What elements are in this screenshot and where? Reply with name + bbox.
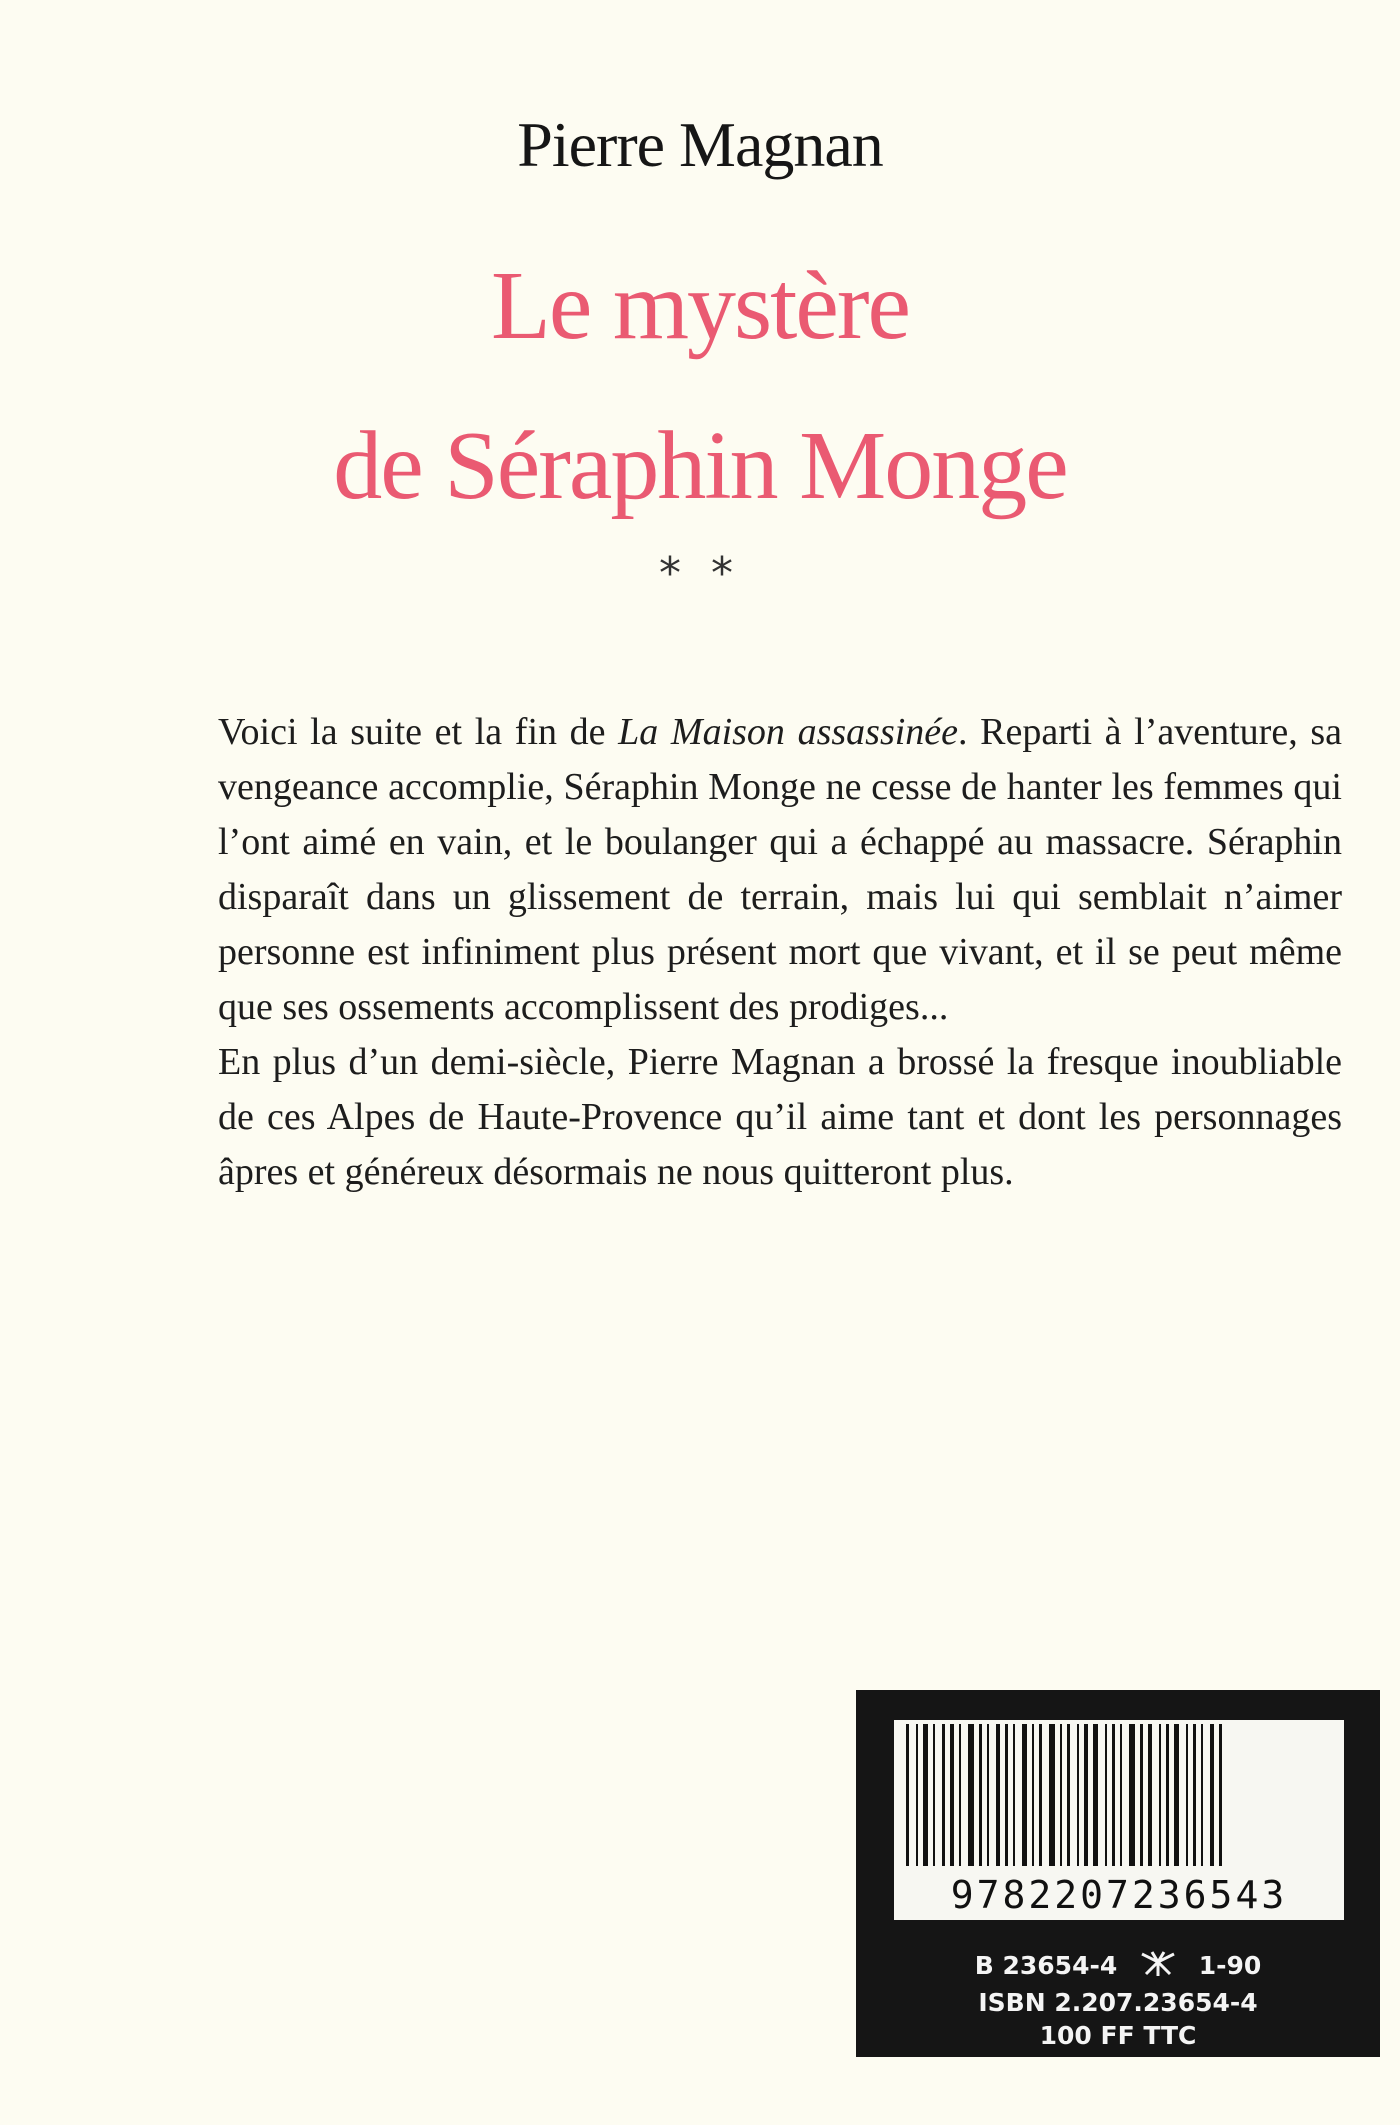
barcode-bar — [1093, 1724, 1098, 1866]
barcode-bar — [1105, 1724, 1107, 1866]
code-ref: B 23654-4 — [974, 1951, 1118, 1980]
code-line-1 — [856, 1948, 1380, 1986]
barcode-bar — [1049, 1724, 1055, 1866]
barcode-bar — [959, 1724, 961, 1866]
barcode-bar — [906, 1724, 909, 1866]
barcode-bar — [1067, 1724, 1070, 1866]
book-title-line-2: de Séraphin Monge — [333, 412, 1067, 520]
publisher-logo-icon — [1136, 1948, 1180, 1986]
isbn: ISBN 2.207.23654-4 — [978, 1988, 1258, 2017]
barcode-bar — [996, 1724, 1000, 1866]
barcode-bar — [1005, 1724, 1008, 1866]
barcode-bar — [1077, 1724, 1079, 1866]
barcode — [894, 1720, 1344, 1870]
barcode-bar — [1193, 1724, 1196, 1866]
book-title-line-1: Le mystère — [490, 252, 910, 360]
barcode-bar — [950, 1724, 954, 1866]
barcode-bar — [1186, 1724, 1188, 1866]
volume-marker: * * — [659, 548, 741, 599]
barcode-bars — [894, 1720, 1344, 1870]
barcode-bar — [1219, 1724, 1222, 1866]
blurb-paragraph-1: Voici la suite et la fin de La Maison assassinée. Reparti à l’aventure, sa vengeance accomplie, Séraphin Monge ne cesse de hanter les femmes qui l’ont aimé en vain, et le boulanger qui a échappé au massacre. Séraphin disparaît dans un glissement de terrain, mais lui qui semblait n’aimer personne est infiniment plus présent mort que vivant, et il se peut même que ses ossements accomplissent des prodiges... — [218, 711, 1342, 1028]
italic-book-title: La Maison assassinée — [618, 711, 959, 753]
barcode-bar — [1084, 1724, 1088, 1866]
barcode-bar — [1159, 1724, 1161, 1866]
author-name: Pierre Magnan — [517, 109, 883, 180]
book-codes — [856, 1948, 1380, 2052]
barcode-bar — [1129, 1724, 1135, 1866]
barcode-bar — [1201, 1724, 1203, 1866]
barcode-bar — [1039, 1724, 1042, 1866]
barcode-bar — [1148, 1724, 1152, 1866]
blurb-paragraph-2: En plus d’un demi-siècle, Pierre Magnan a brossé la fresque inoubliable de ces Alpes de Haute-Provence qu’il aime tant et dont les personnages âpres et généreux désormais ne nous quitteront plus. — [218, 1041, 1342, 1193]
barcode-bar — [1032, 1724, 1034, 1866]
barcode-bar — [968, 1724, 974, 1866]
barcode-bar — [923, 1724, 928, 1866]
barcode-bar — [1174, 1724, 1179, 1866]
barcode-bar — [1013, 1724, 1015, 1866]
barcode-bar — [1120, 1724, 1122, 1866]
date-code: 1-90 — [1198, 1951, 1262, 1980]
ean-number: 9782207236543 — [894, 1870, 1344, 1920]
barcode-bar — [1166, 1724, 1169, 1866]
barcode-bar — [942, 1724, 945, 1866]
barcode-bar — [1140, 1724, 1143, 1866]
barcode-bar — [987, 1724, 989, 1866]
barcode-bar — [1022, 1724, 1027, 1866]
barcode-bar — [1112, 1724, 1115, 1866]
barcode-bar — [916, 1724, 918, 1866]
barcode-box — [856, 1690, 1380, 2057]
barcode-bar — [1210, 1724, 1214, 1866]
barcode-bar — [1060, 1724, 1062, 1866]
barcode-bar — [933, 1724, 935, 1866]
blurb — [218, 705, 1342, 1200]
barcode-bar — [979, 1724, 982, 1866]
price: 100 FF TTC — [1039, 2021, 1197, 2050]
